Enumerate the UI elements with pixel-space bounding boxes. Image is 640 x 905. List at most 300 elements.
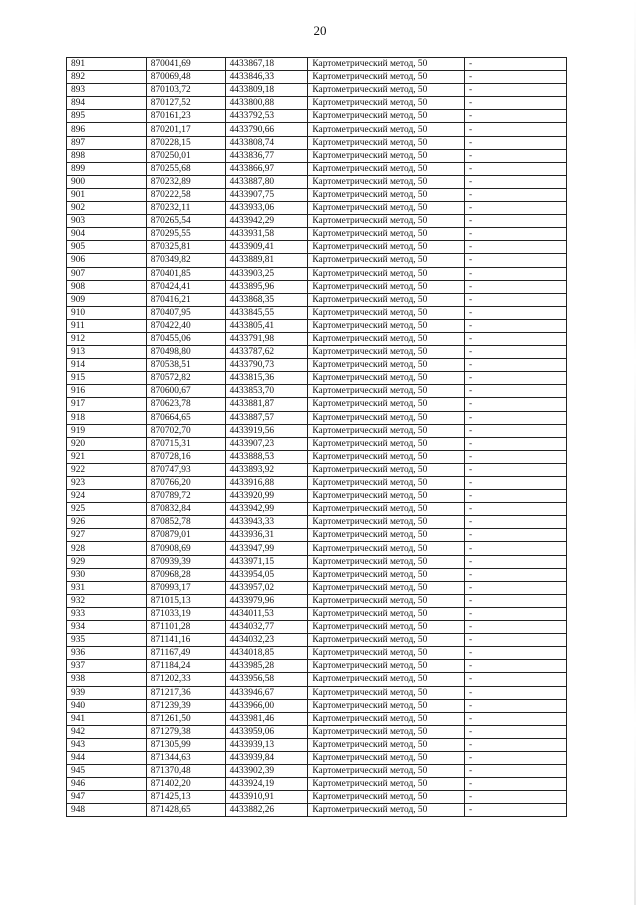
y-coordinate-cell: 4433902,39 bbox=[225, 765, 308, 778]
y-coordinate-cell: 4433920,99 bbox=[225, 490, 308, 503]
method-cell: Картометрический метод, 50 bbox=[308, 581, 465, 594]
note-cell: - bbox=[464, 385, 566, 398]
x-coordinate-cell: 870832,84 bbox=[146, 503, 225, 516]
method-cell: Картометрический метод, 50 bbox=[308, 778, 465, 791]
table-row bbox=[67, 477, 567, 490]
y-coordinate-cell: 4433809,18 bbox=[225, 84, 308, 97]
table-row bbox=[67, 607, 567, 620]
x-coordinate-cell: 870747,93 bbox=[146, 463, 225, 476]
y-coordinate-cell: 4433942,99 bbox=[225, 503, 308, 516]
note-cell: - bbox=[464, 319, 566, 332]
table-row bbox=[67, 84, 567, 97]
table-row bbox=[67, 555, 567, 568]
x-coordinate-cell: 870069,48 bbox=[146, 71, 225, 84]
y-coordinate-cell: 4433971,15 bbox=[225, 555, 308, 568]
x-coordinate-cell: 870349,82 bbox=[146, 254, 225, 267]
x-coordinate-cell: 870041,69 bbox=[146, 58, 225, 71]
method-cell: Картометрический метод, 50 bbox=[308, 542, 465, 555]
x-coordinate-cell: 871370,48 bbox=[146, 765, 225, 778]
point-number-cell: 912 bbox=[67, 332, 147, 345]
table-row bbox=[67, 660, 567, 673]
method-cell: Картометрический метод, 50 bbox=[308, 712, 465, 725]
table-row bbox=[67, 450, 567, 463]
method-cell: Картометрический метод, 50 bbox=[308, 280, 465, 293]
x-coordinate-cell: 870572,82 bbox=[146, 372, 225, 385]
y-coordinate-cell: 4433919,56 bbox=[225, 424, 308, 437]
x-coordinate-cell: 870325,81 bbox=[146, 241, 225, 254]
method-cell: Картометрический метод, 50 bbox=[308, 634, 465, 647]
note-cell: - bbox=[464, 634, 566, 647]
y-coordinate-cell: 4433942,29 bbox=[225, 215, 308, 228]
y-coordinate-cell: 4433946,67 bbox=[225, 686, 308, 699]
point-number-cell: 934 bbox=[67, 621, 147, 634]
x-coordinate-cell: 870416,21 bbox=[146, 293, 225, 306]
x-coordinate-cell: 871184,24 bbox=[146, 660, 225, 673]
y-coordinate-cell: 4433907,23 bbox=[225, 437, 308, 450]
table-row bbox=[67, 503, 567, 516]
point-number-cell: 894 bbox=[67, 97, 147, 110]
x-coordinate-cell: 871141,16 bbox=[146, 634, 225, 647]
x-coordinate-cell: 870852,78 bbox=[146, 516, 225, 529]
x-coordinate-cell: 870623,78 bbox=[146, 398, 225, 411]
y-coordinate-cell: 4433791,98 bbox=[225, 332, 308, 345]
table-row bbox=[67, 241, 567, 254]
method-cell: Картометрический метод, 50 bbox=[308, 437, 465, 450]
table-row bbox=[67, 359, 567, 372]
point-number-cell: 935 bbox=[67, 634, 147, 647]
y-coordinate-cell: 4433889,81 bbox=[225, 254, 308, 267]
point-number-cell: 900 bbox=[67, 175, 147, 188]
table-row bbox=[67, 97, 567, 110]
x-coordinate-cell: 870201,17 bbox=[146, 123, 225, 136]
table-row bbox=[67, 490, 567, 503]
note-cell: - bbox=[464, 647, 566, 660]
point-number-cell: 919 bbox=[67, 424, 147, 437]
x-coordinate-cell: 871402,20 bbox=[146, 778, 225, 791]
point-number-cell: 933 bbox=[67, 607, 147, 620]
x-coordinate-cell: 870789,72 bbox=[146, 490, 225, 503]
x-coordinate-cell: 870422,40 bbox=[146, 319, 225, 332]
note-cell: - bbox=[464, 516, 566, 529]
note-cell: - bbox=[464, 660, 566, 673]
x-coordinate-cell: 870664,65 bbox=[146, 411, 225, 424]
note-cell: - bbox=[464, 359, 566, 372]
note-cell: - bbox=[464, 450, 566, 463]
x-coordinate-cell: 870424,41 bbox=[146, 280, 225, 293]
note-cell: - bbox=[464, 568, 566, 581]
y-coordinate-cell: 4433853,70 bbox=[225, 385, 308, 398]
method-cell: Картометрический метод, 50 bbox=[308, 84, 465, 97]
y-coordinate-cell: 4433836,77 bbox=[225, 149, 308, 162]
table-row bbox=[67, 175, 567, 188]
table-row bbox=[67, 332, 567, 345]
method-cell: Картометрический метод, 50 bbox=[308, 123, 465, 136]
x-coordinate-cell: 870103,72 bbox=[146, 84, 225, 97]
y-coordinate-cell: 4433933,06 bbox=[225, 202, 308, 215]
note-cell: - bbox=[464, 738, 566, 751]
note-cell: - bbox=[464, 699, 566, 712]
point-number-cell: 925 bbox=[67, 503, 147, 516]
x-coordinate-cell: 871167,49 bbox=[146, 647, 225, 660]
method-cell: Картометрический метод, 50 bbox=[308, 686, 465, 699]
note-cell: - bbox=[464, 555, 566, 568]
table-row bbox=[67, 424, 567, 437]
point-number-cell: 895 bbox=[67, 110, 147, 123]
point-number-cell: 908 bbox=[67, 280, 147, 293]
note-cell: - bbox=[464, 84, 566, 97]
y-coordinate-cell: 4434032,23 bbox=[225, 634, 308, 647]
method-cell: Картометрический метод, 50 bbox=[308, 306, 465, 319]
point-number-cell: 907 bbox=[67, 267, 147, 280]
note-cell: - bbox=[464, 751, 566, 764]
point-number-cell: 937 bbox=[67, 660, 147, 673]
page-edge-scan-mark bbox=[634, 0, 636, 905]
y-coordinate-cell: 4433867,18 bbox=[225, 58, 308, 71]
point-number-cell: 899 bbox=[67, 162, 147, 175]
table-row bbox=[67, 647, 567, 660]
method-cell: Картометрический метод, 50 bbox=[308, 673, 465, 686]
point-number-cell: 929 bbox=[67, 555, 147, 568]
point-number-cell: 946 bbox=[67, 778, 147, 791]
note-cell: - bbox=[464, 123, 566, 136]
table-row bbox=[67, 398, 567, 411]
note-cell: - bbox=[464, 332, 566, 345]
note-cell: - bbox=[464, 97, 566, 110]
y-coordinate-cell: 4433966,00 bbox=[225, 699, 308, 712]
point-number-cell: 910 bbox=[67, 306, 147, 319]
method-cell: Картометрический метод, 50 bbox=[308, 293, 465, 306]
table-row bbox=[67, 136, 567, 149]
note-cell: - bbox=[464, 411, 566, 424]
method-cell: Картометрический метод, 50 bbox=[308, 149, 465, 162]
table-row bbox=[67, 162, 567, 175]
method-cell: Картометрический метод, 50 bbox=[308, 765, 465, 778]
table-row bbox=[67, 673, 567, 686]
note-cell: - bbox=[464, 267, 566, 280]
y-coordinate-cell: 4433800,88 bbox=[225, 97, 308, 110]
y-coordinate-cell: 4433893,92 bbox=[225, 463, 308, 476]
point-number-cell: 939 bbox=[67, 686, 147, 699]
point-number-cell: 947 bbox=[67, 791, 147, 804]
method-cell: Картометрический метод, 50 bbox=[308, 424, 465, 437]
x-coordinate-cell: 871239,39 bbox=[146, 699, 225, 712]
y-coordinate-cell: 4433887,57 bbox=[225, 411, 308, 424]
x-coordinate-cell: 870232,89 bbox=[146, 175, 225, 188]
note-cell: - bbox=[464, 529, 566, 542]
point-number-cell: 911 bbox=[67, 319, 147, 332]
point-number-cell: 940 bbox=[67, 699, 147, 712]
y-coordinate-cell: 4433979,96 bbox=[225, 594, 308, 607]
x-coordinate-cell: 871202,33 bbox=[146, 673, 225, 686]
point-number-cell: 902 bbox=[67, 202, 147, 215]
note-cell: - bbox=[464, 437, 566, 450]
table-row bbox=[67, 621, 567, 634]
x-coordinate-cell: 870715,31 bbox=[146, 437, 225, 450]
point-number-cell: 930 bbox=[67, 568, 147, 581]
point-number-cell: 928 bbox=[67, 542, 147, 555]
point-number-cell: 915 bbox=[67, 372, 147, 385]
method-cell: Картометрический метод, 50 bbox=[308, 241, 465, 254]
method-cell: Картометрический метод, 50 bbox=[308, 463, 465, 476]
table-row bbox=[67, 581, 567, 594]
point-number-cell: 924 bbox=[67, 490, 147, 503]
x-coordinate-cell: 870407,95 bbox=[146, 306, 225, 319]
table-row bbox=[67, 738, 567, 751]
note-cell: - bbox=[464, 280, 566, 293]
note-cell: - bbox=[464, 202, 566, 215]
point-number-cell: 904 bbox=[67, 228, 147, 241]
y-coordinate-cell: 4433985,28 bbox=[225, 660, 308, 673]
point-number-cell: 906 bbox=[67, 254, 147, 267]
table-row bbox=[67, 385, 567, 398]
table-row bbox=[67, 188, 567, 201]
note-cell: - bbox=[464, 686, 566, 699]
point-number-cell: 921 bbox=[67, 450, 147, 463]
y-coordinate-cell: 4433887,80 bbox=[225, 175, 308, 188]
note-cell: - bbox=[464, 503, 566, 516]
y-coordinate-cell: 4433910,91 bbox=[225, 791, 308, 804]
note-cell: - bbox=[464, 424, 566, 437]
method-cell: Картометрический метод, 50 bbox=[308, 450, 465, 463]
y-coordinate-cell: 4433907,75 bbox=[225, 188, 308, 201]
table-row bbox=[67, 765, 567, 778]
x-coordinate-cell: 871261,50 bbox=[146, 712, 225, 725]
note-cell: - bbox=[464, 490, 566, 503]
y-coordinate-cell: 4433868,35 bbox=[225, 293, 308, 306]
table-row bbox=[67, 437, 567, 450]
table-row bbox=[67, 699, 567, 712]
method-cell: Картометрический метод, 50 bbox=[308, 607, 465, 620]
method-cell: Картометрический метод, 50 bbox=[308, 332, 465, 345]
x-coordinate-cell: 870993,17 bbox=[146, 581, 225, 594]
point-number-cell: 897 bbox=[67, 136, 147, 149]
point-number-cell: 892 bbox=[67, 71, 147, 84]
point-number-cell: 948 bbox=[67, 804, 147, 817]
table-row bbox=[67, 751, 567, 764]
method-cell: Картометрический метод, 50 bbox=[308, 58, 465, 71]
x-coordinate-cell: 870255,68 bbox=[146, 162, 225, 175]
point-number-cell: 896 bbox=[67, 123, 147, 136]
table-row bbox=[67, 71, 567, 84]
point-number-cell: 942 bbox=[67, 725, 147, 738]
note-cell: - bbox=[464, 791, 566, 804]
method-cell: Картометрический метод, 50 bbox=[308, 319, 465, 332]
note-cell: - bbox=[464, 228, 566, 241]
x-coordinate-cell: 871305,99 bbox=[146, 738, 225, 751]
note-cell: - bbox=[464, 293, 566, 306]
note-cell: - bbox=[464, 477, 566, 490]
method-cell: Картометрический метод, 50 bbox=[308, 490, 465, 503]
y-coordinate-cell: 4433981,46 bbox=[225, 712, 308, 725]
x-coordinate-cell: 871101,28 bbox=[146, 621, 225, 634]
note-cell: - bbox=[464, 241, 566, 254]
coordinates-table bbox=[66, 57, 567, 817]
method-cell: Картометрический метод, 50 bbox=[308, 97, 465, 110]
method-cell: Картометрический метод, 50 bbox=[308, 516, 465, 529]
method-cell: Картометрический метод, 50 bbox=[308, 254, 465, 267]
note-cell: - bbox=[464, 725, 566, 738]
method-cell: Картометрический метод, 50 bbox=[308, 359, 465, 372]
point-number-cell: 923 bbox=[67, 477, 147, 490]
y-coordinate-cell: 4433947,99 bbox=[225, 542, 308, 555]
x-coordinate-cell: 870600,67 bbox=[146, 385, 225, 398]
table-row bbox=[67, 542, 567, 555]
method-cell: Картометрический метод, 50 bbox=[308, 791, 465, 804]
table-row bbox=[67, 516, 567, 529]
x-coordinate-cell: 871425,13 bbox=[146, 791, 225, 804]
table-row bbox=[67, 411, 567, 424]
method-cell: Картометрический метод, 50 bbox=[308, 162, 465, 175]
note-cell: - bbox=[464, 621, 566, 634]
x-coordinate-cell: 870702,70 bbox=[146, 424, 225, 437]
point-number-cell: 922 bbox=[67, 463, 147, 476]
note-cell: - bbox=[464, 804, 566, 817]
note-cell: - bbox=[464, 162, 566, 175]
point-number-cell: 898 bbox=[67, 149, 147, 162]
note-cell: - bbox=[464, 215, 566, 228]
note-cell: - bbox=[464, 542, 566, 555]
y-coordinate-cell: 4434032,77 bbox=[225, 621, 308, 634]
point-number-cell: 891 bbox=[67, 58, 147, 71]
y-coordinate-cell: 4433866,97 bbox=[225, 162, 308, 175]
y-coordinate-cell: 4433882,26 bbox=[225, 804, 308, 817]
y-coordinate-cell: 4433943,33 bbox=[225, 516, 308, 529]
x-coordinate-cell: 870728,16 bbox=[146, 450, 225, 463]
method-cell: Картометрический метод, 50 bbox=[308, 215, 465, 228]
note-cell: - bbox=[464, 581, 566, 594]
method-cell: Картометрический метод, 50 bbox=[308, 660, 465, 673]
point-number-cell: 909 bbox=[67, 293, 147, 306]
method-cell: Картометрический метод, 50 bbox=[308, 594, 465, 607]
table-row bbox=[67, 372, 567, 385]
table-row bbox=[67, 215, 567, 228]
note-cell: - bbox=[464, 346, 566, 359]
table-row bbox=[67, 686, 567, 699]
method-cell: Картометрический метод, 50 bbox=[308, 411, 465, 424]
y-coordinate-cell: 4433957,02 bbox=[225, 581, 308, 594]
x-coordinate-cell: 870295,55 bbox=[146, 228, 225, 241]
note-cell: - bbox=[464, 254, 566, 267]
point-number-cell: 901 bbox=[67, 188, 147, 201]
y-coordinate-cell: 4433959,06 bbox=[225, 725, 308, 738]
y-coordinate-cell: 4433846,33 bbox=[225, 71, 308, 84]
x-coordinate-cell: 870127,52 bbox=[146, 97, 225, 110]
table-row bbox=[67, 293, 567, 306]
point-number-cell: 944 bbox=[67, 751, 147, 764]
method-cell: Картометрический метод, 50 bbox=[308, 228, 465, 241]
point-number-cell: 941 bbox=[67, 712, 147, 725]
note-cell: - bbox=[464, 71, 566, 84]
x-coordinate-cell: 871428,65 bbox=[146, 804, 225, 817]
y-coordinate-cell: 4433845,55 bbox=[225, 306, 308, 319]
note-cell: - bbox=[464, 594, 566, 607]
method-cell: Картометрический метод, 50 bbox=[308, 503, 465, 516]
note-cell: - bbox=[464, 673, 566, 686]
x-coordinate-cell: 870161,23 bbox=[146, 110, 225, 123]
y-coordinate-cell: 4433895,96 bbox=[225, 280, 308, 293]
note-cell: - bbox=[464, 58, 566, 71]
table-row bbox=[67, 228, 567, 241]
y-coordinate-cell: 4433881,87 bbox=[225, 398, 308, 411]
method-cell: Картометрический метод, 50 bbox=[308, 372, 465, 385]
point-number-cell: 932 bbox=[67, 594, 147, 607]
point-number-cell: 931 bbox=[67, 581, 147, 594]
point-number-cell: 905 bbox=[67, 241, 147, 254]
x-coordinate-cell: 870232,11 bbox=[146, 202, 225, 215]
table-row bbox=[67, 280, 567, 293]
x-coordinate-cell: 870908,69 bbox=[146, 542, 225, 555]
table-row bbox=[67, 634, 567, 647]
note-cell: - bbox=[464, 188, 566, 201]
note-cell: - bbox=[464, 398, 566, 411]
point-number-cell: 913 bbox=[67, 346, 147, 359]
x-coordinate-cell: 871344,63 bbox=[146, 751, 225, 764]
point-number-cell: 920 bbox=[67, 437, 147, 450]
y-coordinate-cell: 4433808,74 bbox=[225, 136, 308, 149]
method-cell: Картометрический метод, 50 bbox=[308, 346, 465, 359]
point-number-cell: 927 bbox=[67, 529, 147, 542]
x-coordinate-cell: 870879,01 bbox=[146, 529, 225, 542]
coordinates-table-body bbox=[67, 58, 567, 817]
x-coordinate-cell: 870498,80 bbox=[146, 346, 225, 359]
x-coordinate-cell: 870766,20 bbox=[146, 477, 225, 490]
method-cell: Картометрический метод, 50 bbox=[308, 647, 465, 660]
point-number-cell: 945 bbox=[67, 765, 147, 778]
x-coordinate-cell: 870968,28 bbox=[146, 568, 225, 581]
point-number-cell: 938 bbox=[67, 673, 147, 686]
method-cell: Картометрический метод, 50 bbox=[308, 804, 465, 817]
method-cell: Картометрический метод, 50 bbox=[308, 699, 465, 712]
y-coordinate-cell: 4433790,73 bbox=[225, 359, 308, 372]
x-coordinate-cell: 870538,51 bbox=[146, 359, 225, 372]
point-number-cell: 903 bbox=[67, 215, 147, 228]
note-cell: - bbox=[464, 306, 566, 319]
y-coordinate-cell: 4433787,62 bbox=[225, 346, 308, 359]
y-coordinate-cell: 4433888,53 bbox=[225, 450, 308, 463]
y-coordinate-cell: 4433931,58 bbox=[225, 228, 308, 241]
x-coordinate-cell: 871015,13 bbox=[146, 594, 225, 607]
table-row bbox=[67, 712, 567, 725]
note-cell: - bbox=[464, 149, 566, 162]
y-coordinate-cell: 4433956,58 bbox=[225, 673, 308, 686]
point-number-cell: 914 bbox=[67, 359, 147, 372]
note-cell: - bbox=[464, 110, 566, 123]
method-cell: Картометрический метод, 50 bbox=[308, 568, 465, 581]
note-cell: - bbox=[464, 607, 566, 620]
method-cell: Картометрический метод, 50 bbox=[308, 738, 465, 751]
point-number-cell: 943 bbox=[67, 738, 147, 751]
table-row bbox=[67, 306, 567, 319]
table-row bbox=[67, 594, 567, 607]
point-number-cell: 918 bbox=[67, 411, 147, 424]
method-cell: Картометрический метод, 50 bbox=[308, 110, 465, 123]
method-cell: Картометрический метод, 50 bbox=[308, 188, 465, 201]
y-coordinate-cell: 4433924,19 bbox=[225, 778, 308, 791]
y-coordinate-cell: 4433939,84 bbox=[225, 751, 308, 764]
x-coordinate-cell: 870401,85 bbox=[146, 267, 225, 280]
table-row bbox=[67, 804, 567, 817]
method-cell: Картометрический метод, 50 bbox=[308, 621, 465, 634]
y-coordinate-cell: 4434011,53 bbox=[225, 607, 308, 620]
table-row bbox=[67, 791, 567, 804]
table-row bbox=[67, 319, 567, 332]
method-cell: Картометрический метод, 50 bbox=[308, 267, 465, 280]
point-number-cell: 916 bbox=[67, 385, 147, 398]
table-row bbox=[67, 110, 567, 123]
note-cell: - bbox=[464, 765, 566, 778]
method-cell: Картометрический метод, 50 bbox=[308, 71, 465, 84]
x-coordinate-cell: 871217,36 bbox=[146, 686, 225, 699]
